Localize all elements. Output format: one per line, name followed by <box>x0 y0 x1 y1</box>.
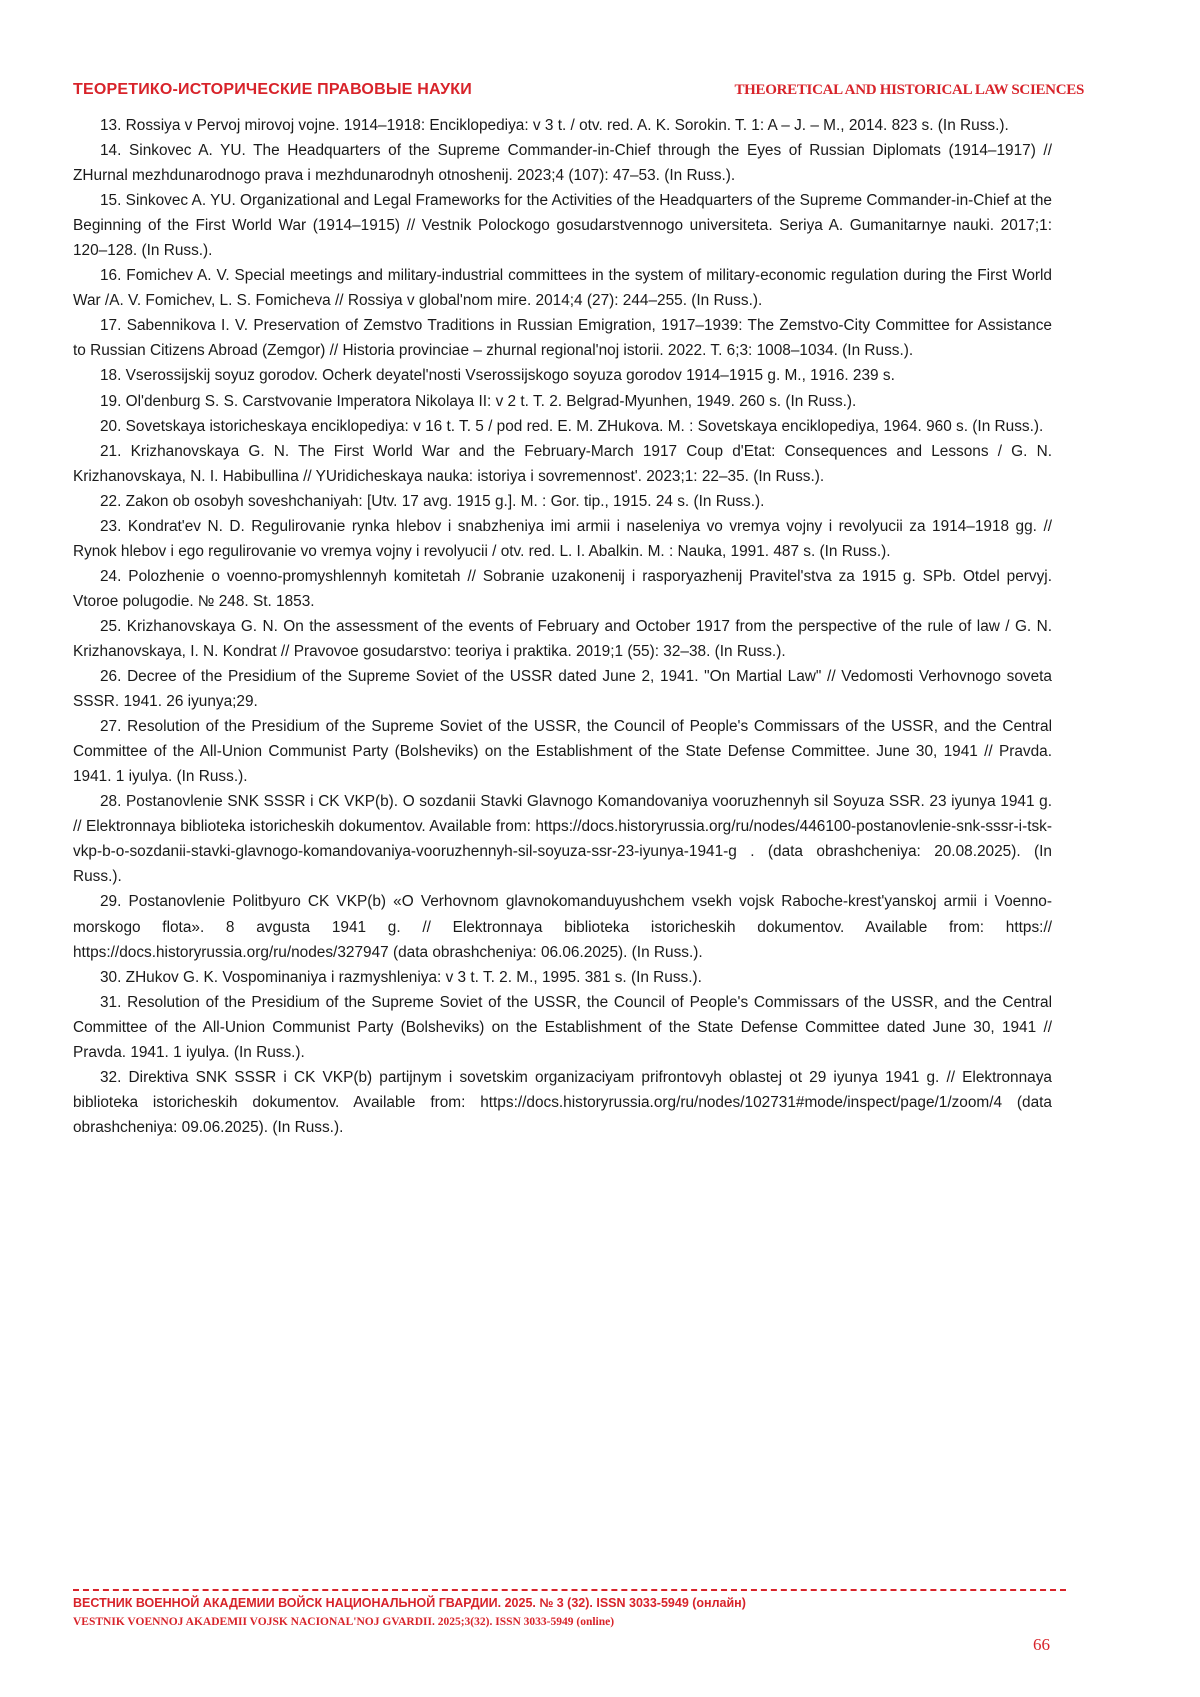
page-number: 66 <box>1033 1635 1050 1654</box>
reference-item-24: 24. Polozhenie o voenno-promyshlennyh komitetah // Sobranie uzakonenij i rasporyazhenij Pravitel'stva za 1915 g. SPb. Otdel pervyj. Vtoroe polugodie. № 248. St. 1853. <box>73 567 1052 610</box>
reference-item-25: 25. Krizhanovskaya G. N. On the assessment of the events of February and October 1917 from the perspective of the rule of law / G. N. Krizhanovskaya, I. N. Kondrat // Pravovoe gosudarstvo: teoriya i praktika. 2019;1 (55): 32–38. (In Russ.). <box>73 617 1052 660</box>
reference-item-32: 32. Direktiva SNK SSSR i CK VKP(b) partijnym i sovetskim organizaciyam prifrontovyh oblastej ot 29 iyunya 1941 g. // Elektronnaya biblioteka istoricheskih dokumentov. Available from: https://docs.historyrussia.org/ru/nodes/102731#mode/inspect/page/1/zoom/4 (data obrashcheniya: 09.06.2025). (In Russ.). <box>73 1068 1052 1136</box>
reference-item-28: 28. Postanovlenie SNK SSSR i CK VKP(b). O sozdanii Stavki Glavnogo Komandovaniya vooruzhennyh sil Soyuza SSR. 23 iyunya 1941 g. // Elektronnaya biblioteka istoricheskih dokumentov. Available from: https://docs.historyrussia.org/ru/nodes/446100-postanovlenie-snk-sssr-i-tsk-vkp-b-o-sozdanii-stavki-glavnogo-komandovaniya-vooruzhennyh-sil-soyuza-ssr-23-iyunya-1941-g . (data obrashcheniya: 20.08.2025). (In Russ.). <box>73 793 1052 886</box>
running-header-english: THEORETICAL AND HISTORICAL LAW SCIENCES <box>734 82 1084 98</box>
reference-item-20: 20. Sovetskaya istoricheskaya enciklopediya: v 16 t. T. 5 / pod red. E. M. ZHukova. M. : Sovetskaya enciklopediya, 1964. 960 s. (In Russ.). <box>100 417 1044 435</box>
reference-item-29: 29. Postanovlenie Politbyuro CK VKP(b) «O Verhovnom glavnokomanduyushchem vsekh vojsk Raboche-krest'yanskoj armii i Voenno-morskogo flota». 8 avgusta 1941 g. // Elektronnaya biblioteka istoricheskih dokumentov. Available from: https:// https://docs.historyrussia.org/ru/nodes/327947 (data obrashcheniya: 06.06.2025). (In Russ.). <box>73 893 1052 961</box>
reference-list <box>73 113 1052 1140</box>
footer-divider <box>73 1589 1066 1591</box>
reference-item-22: 22. Zakon ob osobyh soveshchaniyah: [Utv. 17 avg. 1915 g.]. M. : Gor. tip., 1915. 24 s. (In Russ.). <box>100 492 765 510</box>
reference-item-27: 27. Resolution of the Presidium of the Supreme Soviet of the USSR, the Council of People's Commissars of the USSR, and the Central Committee of the All-Union Communist Party (Bolsheviks) on the Establishment of the State Defense Committee. June 30, 1941 // Pravda. 1941. 1 iyulya. (In Russ.). <box>73 718 1052 786</box>
reference-item-15: 15. Sinkovec A. YU. Organizational and Legal Frameworks for the Activities of the Headquarters of the Supreme Commander-in-Chief at the Beginning of the First World War (1914–1915) // Vestnik Polockogo gosudarstvennogo universiteta. Seriya A. Gumanitarnye nauki. 2017;1: 120–128. (In Russ.). <box>73 192 1052 260</box>
reference-item-30: 30. ZHukov G. K. Vospominaniya i razmyshleniya: v 3 t. T. 2. M., 1995. 381 s. (In Russ.). <box>100 968 702 986</box>
reference-item-14: 14. Sinkovec A. YU. The Headquarters of the Supreme Commander-in-Chief through the Eyes of Russian Diplomats (1914–1917) // ZHurnal mezhdunarodnogo prava i mezhdunarodnyh otnoshenij. 2023;4 (107): 47–53. (In Russ.). <box>73 142 1052 185</box>
running-header-russian: ТЕОРЕТИКО-ИСТОРИЧЕСКИЕ ПРАВОВЫЕ НАУКИ <box>73 81 472 98</box>
reference-item-31: 31. Resolution of the Presidium of the Supreme Soviet of the USSR, the Council of People's Commissars of the USSR, and the Central Committee of the All-Union Communist Party (Bolsheviks) on the Establishment of the State Defense Committee dated June 30, 1941 // Pravda. 1941. 1 iyulya. (In Russ.). <box>73 993 1052 1061</box>
footer-journal-title-russian: ВЕСТНИК ВОЕННОЙ АКАДЕМИИ ВОЙСК НАЦИОНАЛЬНОЙ ГВАРДИИ. 2025. № 3 (32). ISSN 3033-5949 (онлайн) <box>73 1596 746 1610</box>
reference-item-16: 16. Fomichev A. V. Special meetings and military-industrial committees in the system of military-economic regulation during the First World War /A. V. Fomichev, L. S. Fomicheva // Rossiya v global'nom mire. 2014;4 (27): 244–255. (In Russ.). <box>73 267 1052 310</box>
reference-item-13: 13. Rossiya v Pervoj mirovoj vojne. 1914–1918: Enciklopediya: v 3 t. / otv. red. A. K. Sorokin. T. 1: A – J. – M., 2014. 823 s. (In Russ.). <box>100 117 1009 134</box>
reference-item-23: 23. Kondrat'ev N. D. Regulirovanie rynka hlebov i snabzheniya imi armii i naseleniya vo vremya vojny i revolyucii za 1914–1918 gg. // Rynok hlebov i ego regulirovanie vo vremya vojny i revolyucii / otv. red. L. I. Abalkin. M. : Nauka, 1991. 487 s. (In Russ.). <box>73 517 1052 560</box>
reference-item-17: 17. Sabennikova I. V. Preservation of Zemstvo Traditions in Russian Emigration, 1917–1939: The Zemstvo-City Committee for Assistance to Russian Citizens Abroad (Zemgor) // Historia provinciae – zhurnal regional'noj istorii. 2022. T. 6;3: 1008–1034. (In Russ.). <box>73 317 1052 360</box>
reference-item-18: 18. Vserossijskij soyuz gorodov. Ocherk deyatel'nosti Vserossijskogo soyuza gorodov 1914–1915 g. M., 1916. 239 s. <box>100 367 895 385</box>
reference-item-19: 19. Ol'denburg S. S. Carstvovanie Imperatora Nikolaya II: v 2 t. T. 2. Belgrad-Myunhen, 1949. 260 s. (In Russ.). <box>100 392 857 410</box>
reference-item-21: 21. Krizhanovskaya G. N. The First World War and the February-March 1917 Coup d'Etat: Consequences and Lessons / G. N. Krizhanovskaya, N. I. Habibullina // YUridicheskaya nauka: istoriya i sovremennost'. 2023;1: 22–35. (In Russ.). <box>73 442 1052 485</box>
reference-item-26: 26. Decree of the Presidium of the Supreme Soviet of the USSR dated June 2, 1941. "On Martial Law" // Vedomosti Verhovnogo soveta SSSR. 1941. 26 iyunya;29. <box>73 668 1052 711</box>
footer-journal-title-english: VESTNIK VOENNOJ AKADEMII VOJSK NACIONAL'NOJ GVARDII. 2025;3(32). ISSN 3033-5949 (online) <box>73 1616 615 1628</box>
